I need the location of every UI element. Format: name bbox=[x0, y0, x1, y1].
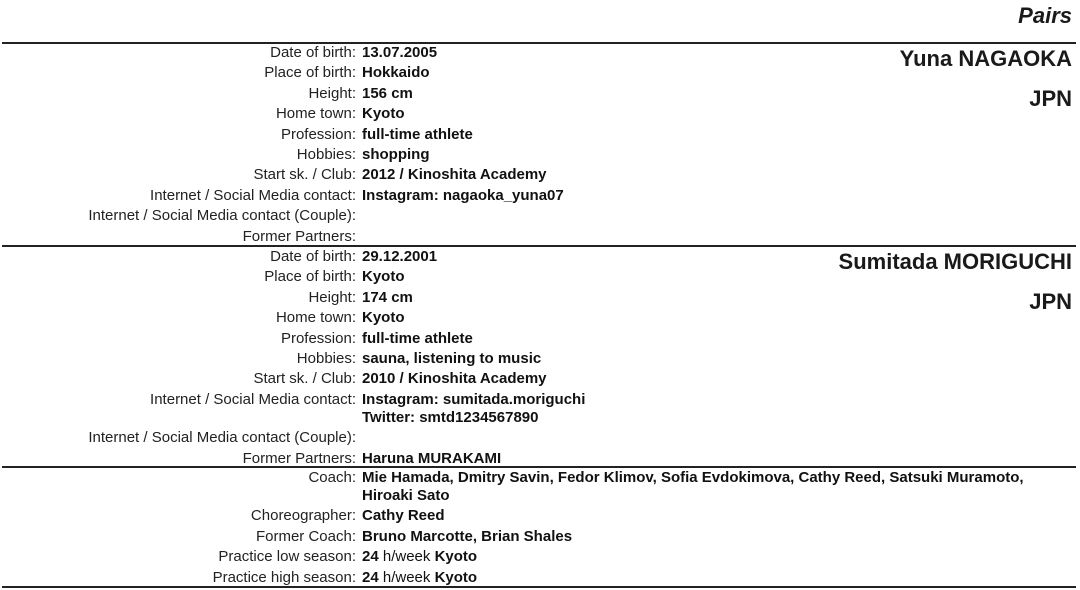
field-label: Date of birth: bbox=[270, 44, 356, 61]
choreographer-row bbox=[0, 507, 1080, 525]
field-row bbox=[0, 166, 1080, 184]
skater-header bbox=[839, 249, 1072, 315]
practice-low-row bbox=[0, 548, 1080, 566]
field-value: 13.07.2005 bbox=[362, 44, 438, 61]
field-value: shopping bbox=[362, 145, 430, 163]
field-label: Profession: bbox=[280, 125, 356, 143]
field-value: 174 cm bbox=[362, 288, 413, 306]
divider bbox=[2, 245, 1076, 247]
field-row bbox=[0, 146, 1080, 164]
field-label: Internet / Social Media contact (Couple): bbox=[88, 207, 356, 225]
skater-section-1 bbox=[0, 44, 1080, 246]
field-label: Home town: bbox=[275, 105, 356, 123]
former-coach-value: Bruno Marcotte, Brian Shales bbox=[362, 527, 573, 545]
contact-line: Twitter: smtd1234567890 bbox=[362, 408, 539, 426]
field-label: Practice high season: bbox=[212, 568, 356, 586]
practice-low-value bbox=[362, 548, 1080, 566]
practice-unit: h/week bbox=[382, 568, 431, 586]
choreographer-value: Cathy Reed bbox=[362, 507, 445, 525]
field-label: Start sk. / Club: bbox=[253, 166, 356, 184]
practice-hours: 24 bbox=[362, 548, 379, 566]
field-label: Hobbies: bbox=[296, 145, 356, 163]
field-row bbox=[0, 450, 1080, 468]
field-value bbox=[362, 391, 1080, 427]
former-coach-row bbox=[0, 528, 1080, 546]
field-value: 2012 / Kinoshita Academy bbox=[362, 166, 547, 184]
divider bbox=[2, 586, 1076, 588]
field-label: Place of birth: bbox=[264, 268, 356, 286]
field-row bbox=[0, 350, 1080, 368]
field-label: Former Coach: bbox=[255, 527, 356, 545]
contact-line: Instagram: sumitada.moriguchi bbox=[362, 390, 586, 408]
field-label: Internet / Social Media contact: bbox=[150, 186, 356, 204]
practice-unit: h/week bbox=[382, 548, 431, 566]
page-heading: Pairs bbox=[1018, 3, 1072, 28]
field-label: Former Partners: bbox=[242, 227, 356, 245]
field-value: 2010 / Kinoshita Academy bbox=[362, 370, 547, 388]
field-label: Internet / Social Media contact: bbox=[150, 390, 356, 408]
field-label: Coach: bbox=[308, 469, 356, 486]
field-label: Practice low season: bbox=[218, 548, 356, 566]
field-row bbox=[0, 370, 1080, 388]
field-label: Internet / Social Media contact (Couple): bbox=[88, 429, 356, 447]
field-row bbox=[0, 429, 1080, 447]
field-row bbox=[0, 207, 1080, 225]
skater-nation: JPN bbox=[1029, 289, 1072, 314]
field-value: full-time athlete bbox=[362, 125, 473, 143]
field-label: Height: bbox=[308, 84, 356, 102]
team-section bbox=[0, 469, 1080, 587]
field-value: sauna, listening to music bbox=[362, 349, 542, 367]
field-row bbox=[0, 187, 1080, 205]
field-label: Start sk. / Club: bbox=[253, 370, 356, 388]
field-value: full-time athlete bbox=[362, 329, 473, 347]
field-value: 156 cm bbox=[362, 84, 413, 102]
skater-name: Sumitada MORIGUCHI bbox=[838, 249, 1072, 274]
field-row bbox=[0, 330, 1080, 348]
field-label: Place of birth: bbox=[264, 64, 356, 82]
field-value: Haruna MURAKAMI bbox=[362, 449, 502, 467]
field-value: Instagram: nagaoka_yuna07 bbox=[362, 186, 564, 204]
field-label: Choreographer: bbox=[250, 507, 356, 525]
skater-name: Yuna NAGAOKA bbox=[899, 46, 1072, 71]
field-label: Former Partners: bbox=[242, 449, 356, 467]
practice-place: Kyoto bbox=[434, 548, 478, 566]
practice-high-value bbox=[362, 569, 1080, 587]
field-value: Kyoto bbox=[362, 105, 405, 123]
field-label: Home town: bbox=[275, 309, 356, 327]
coach-row bbox=[0, 469, 1080, 505]
field-label: Hobbies: bbox=[296, 349, 356, 367]
divider bbox=[2, 466, 1076, 468]
skater-header bbox=[900, 46, 1072, 112]
field-label: Date of birth: bbox=[270, 248, 356, 265]
field-row bbox=[0, 126, 1080, 144]
field-value: Hokkaido bbox=[362, 64, 430, 82]
field-row bbox=[0, 391, 1080, 427]
skater-section-2 bbox=[0, 248, 1080, 468]
field-value: Kyoto bbox=[362, 268, 405, 286]
field-row bbox=[0, 228, 1080, 246]
practice-place: Kyoto bbox=[434, 568, 478, 586]
field-label: Height: bbox=[308, 288, 356, 306]
field-value: Kyoto bbox=[362, 309, 405, 327]
skater-nation: JPN bbox=[1029, 86, 1072, 111]
practice-high-row bbox=[0, 569, 1080, 587]
practice-hours: 24 bbox=[362, 568, 379, 586]
field-value: 29.12.2001 bbox=[362, 248, 438, 265]
field-label: Profession: bbox=[280, 329, 356, 347]
coach-value: Mie Hamada, Dmitry Savin, Fedor Klimov, Sofia Evdokimova, Cathy Reed, Satsuki Muramoto, Hiroaki Sato bbox=[362, 469, 1024, 504]
